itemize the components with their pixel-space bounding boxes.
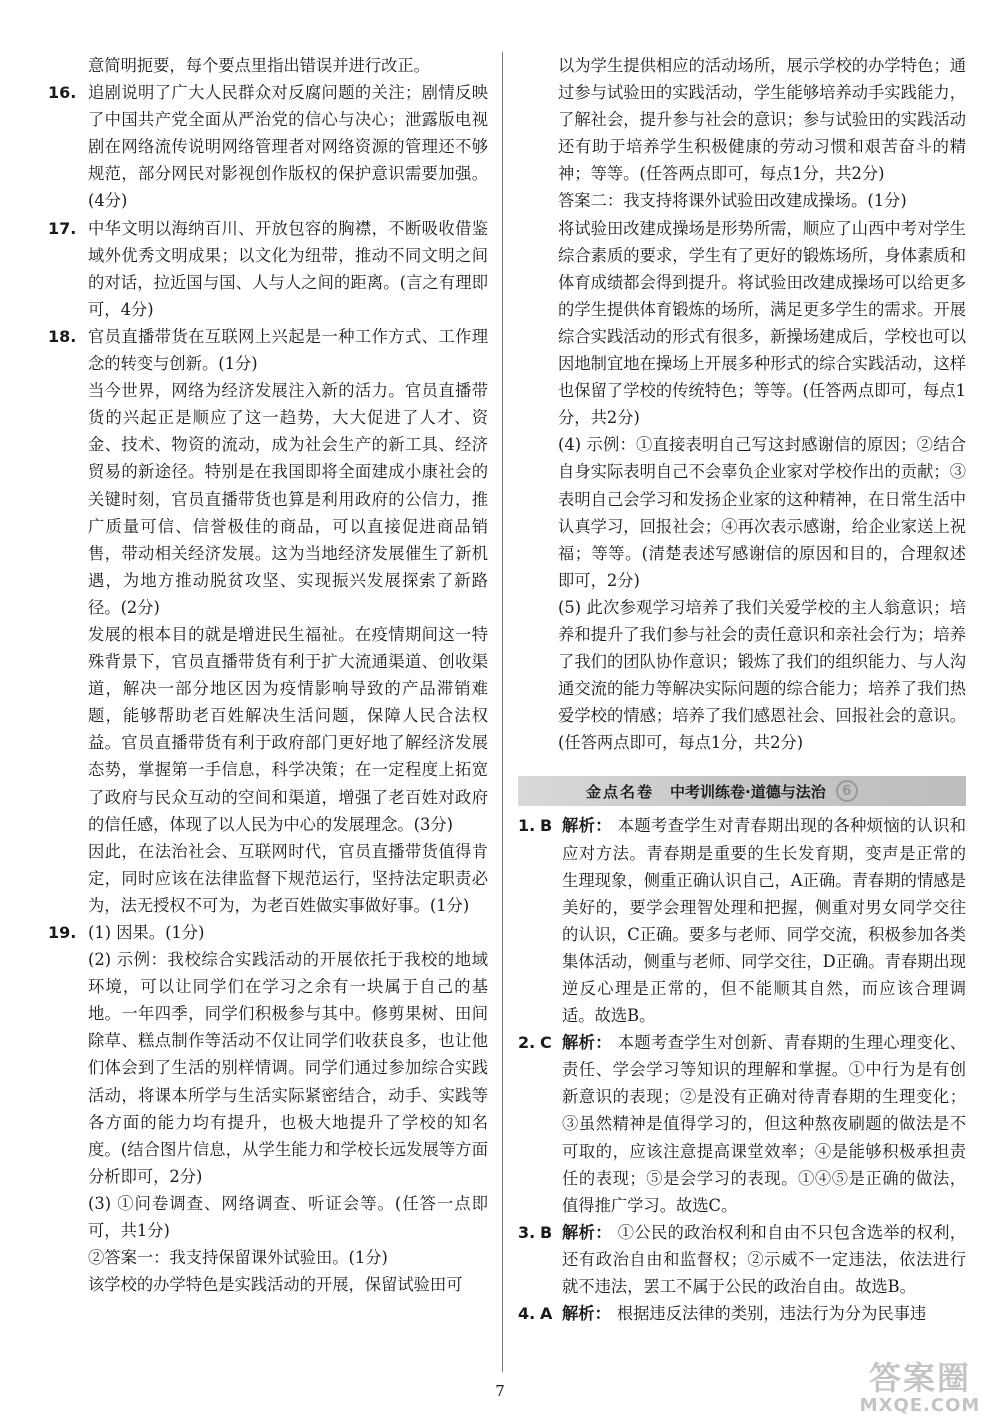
answer-letter: B bbox=[540, 1222, 553, 1242]
question-number: 18. bbox=[48, 326, 77, 346]
question-19-part-2: (2) 示例：我校综合实践活动的开展依托于我校的地域环境，可以让同学们在学习之余有一块属于自己的基地。一年四季，同学们积极参与其中。修剪果树、田间除草、糕点制作等活动不仅让同学们收获良多，也让他们体会到了生活的别样情调。同学们通过参加综合实践活动，将课本所学与生活实际紧密结合，动手、实践等各方面的能力均有提升，也极大地提升了学校的知名度。(结合图片信息，从学生能力和学校长远发展等方面分析即可，2分) bbox=[88, 950, 488, 1186]
answer-one-continued: 以为学生提供相应的活动场所，展示学校的办学特色；通过参与试验田的实践活动，学生能够培养动手实践能力，了解社会，提升参与社会的意识；参与试验田的实践活动还有助于培养学生积极健康的劳动习惯和艰苦奋斗的精神；等等。(任答两点即可，每点1分，共2分) bbox=[558, 56, 966, 184]
page-number: 7 bbox=[495, 1382, 505, 1400]
analysis-label: 解析： bbox=[562, 1222, 612, 1242]
question-number: 2. bbox=[518, 1033, 536, 1053]
analysis-text: 根据违反法律的类别，违法行为分为民事违 bbox=[616, 1304, 927, 1324]
question-number: 3. bbox=[518, 1222, 536, 1242]
mc-question-4 bbox=[518, 1300, 966, 1327]
mc-question-3 bbox=[518, 1219, 966, 1300]
analysis-label: 解析： bbox=[562, 1033, 612, 1053]
question-17-answer: 中华文明以海纳百川、开放包容的胸襟，不断吸收借鉴域外优秀文明成果；以文化为纽带，推动不同文明之间的对话，拉近国与国、人与人之间的距离。(言之有理即可，4分) bbox=[88, 218, 488, 319]
question-19-continued bbox=[518, 52, 966, 756]
analysis-text: 本题考查学生对青春期出现的各种烦恼的认识和应对方法。青春期是重要的生长发育期，变声是正常的生理现象，侧重正确认识自己，A正确。青春期的情感是美好的，要学会理智处理和把握，侧重对男女同学交往的认识，C正确。要多与老师、同学交流，积极参加各类集体活动，侧重与老师、同学交往，D正确。青春期出现逆反心理是正常的，但不能顺其自然，而应该合理调适。故选B。 bbox=[562, 816, 966, 1026]
watermark-url: MXQE.COM bbox=[859, 1395, 981, 1416]
analysis-text: ①公民的政治权利和自由不只包含选举的权利，还有政治自由和监督权；②示威不一定违法，依法进行就不违法，罢工不属于公民的政治自由。故选B。 bbox=[562, 1222, 966, 1297]
answer-letter: A bbox=[540, 1304, 553, 1324]
answer-letter: B bbox=[540, 816, 553, 836]
banner-title: 中考训练卷·道德与法治 bbox=[670, 782, 826, 801]
answer-two-heading: 答案二：我支持将课外试验田改建成操场。(1分) bbox=[558, 191, 907, 211]
question-number: 17. bbox=[48, 218, 77, 238]
question-19-part-4: ②答案一：我支持保留课外试验田。(1分) bbox=[88, 1248, 388, 1268]
column-divider bbox=[502, 52, 503, 1372]
question-19 bbox=[48, 919, 488, 1298]
section-banner bbox=[518, 776, 966, 806]
analysis-label: 解析： bbox=[562, 816, 612, 836]
mc-question-2 bbox=[518, 1029, 966, 1219]
analysis-label: 解析： bbox=[562, 1304, 611, 1324]
answer-two-body: 将试验田改建成操场是形势所需，顺应了山西中考对学生综合素质的要求，学生有了更好的锻炼场所，身体素质和体育成绩都会得到提升。将试验田改建成操场可以给更多的学生提供体育锻炼的场所，满足更多学生的需求。开展综合实践活动的形式有很多，新操场建成后，学校也可以因地制宜地在操场上开展多种形式的综合实践活动，这样也保留了学校的传统特色；等等。(任答两点即可，每点1分，共2分) bbox=[558, 218, 966, 428]
question-number: 1. bbox=[518, 816, 536, 836]
question-19-part-5: 该学校的办学特色是实践活动的开展，保留试验田可 bbox=[88, 1275, 463, 1295]
banner-number-badge: 6 bbox=[836, 780, 858, 802]
analysis-text: 本题考查学生对创新、青春期的生理心理变化、责任、学会学习等知识的理解和掌握。①中行为是有创新意识的表现；②是没有正确对待青春期的生理变化；③虽然精神是值得学习的，但这种熬夜刷题的做法是不可取的，应该注意提高课堂效率；④是能够积极承担责任的表现；⑤是会学习的表现。①④⑤是正确的做法，值得推广学习。故选C。 bbox=[562, 1033, 966, 1215]
question-18-part-3: 发展的根本目的就是增进民生福祉。在疫情期间这一特殊背景下，官员直播带货有利于扩大流通渠道、创收渠道，解决一部分地区因为疫情影响导致的产品滞销难题，能够帮助老百姓解决生活问题，保障人民合法权益。官员直播带货有利于政府部门更好地了解经济发展态势，掌握第一手信息，科学决策；在一定程度上拓宽了政府与民众互动的空间和渠道，增强了老百姓对政府的信任感，体现了以人民为中心的发展理念。(3分) bbox=[88, 624, 488, 834]
question-number: 19. bbox=[48, 923, 77, 942]
right-column bbox=[518, 52, 966, 1327]
banner-brand: 金点名卷 bbox=[586, 782, 655, 801]
intro-text: 意简明扼要，每个要点里指出错误并进行改正。 bbox=[88, 56, 430, 75]
question-18-part-1: 官员直播带货在互联网上兴起是一种工作方式、工作理念的转变与创新。(1分) bbox=[88, 326, 488, 374]
question-16-answer: 追剧说明了广大人民群众对反腐问题的关注；剧情反映了中国共产党全面从严治党的信心与决心；泄露版电视剧在网络流传说明网络管理者对网络资源的管理还不够规范，部分网民对影视创作版权的保护意识需要加强。(4分) bbox=[88, 83, 488, 211]
question-16 bbox=[48, 79, 488, 214]
watermark-logo bbox=[850, 1360, 990, 1420]
question-18 bbox=[48, 323, 488, 919]
question-18-part-4: 因此，在法治社会、互联网时代，官员直播带货值得肯定，同时应该在法律监督下规范运行，坚持法定职责必为，法无授权不可为，为老百姓做实事做好事。(1分) bbox=[88, 841, 488, 915]
watermark-text: 答案圈 bbox=[868, 1359, 971, 1397]
question-19-part-3: (3) ①问卷调查、网络调查、听证会等。(任答一点即可，共1分) bbox=[88, 1193, 488, 1241]
question-number: 4. bbox=[518, 1304, 536, 1324]
question-17 bbox=[48, 215, 488, 323]
question-18-part-2: 当今世界，网络为经济发展注入新的活力。官员直播带货的兴起正是顺应了这一趋势，大大促进了人才、资金、技术、物资的流动，成为社会生产的新工具、经济贸易的新途径。特别是在我国即将全面建成小康社会的关键时刻，官员直播带货也算是利用政府的公信力，推广质量可信、信誉极佳的商品，可以直接促进商品销售，带动相关经济发展。这为当地经济发展催生了新机遇，为地方推动脱贫攻坚、实现振兴发展探索了新路径。(2分) bbox=[88, 381, 488, 617]
question-number: 16. bbox=[48, 83, 77, 103]
question-19-part-1: (1) 因果。(1分) bbox=[88, 923, 205, 942]
left-column bbox=[48, 52, 488, 1298]
answer-letter: C bbox=[540, 1033, 552, 1053]
question-19-part-4-example: (4) 示例：①直接表明自己写这封感谢信的原因；②结合自身实际表明自己不会辜负企业家对学校作出的贡献；③表明自己会学习和发扬企业家的这种精神，在日常生活中认真学习，回报社会；④再次表示感谢，给企业家送上祝福；等等。(清楚表述写感谢信的原因和目的，合理叙述即可，2分) bbox=[558, 435, 966, 590]
question-19-part-5-answer: (5) 此次参观学习培养了我们关爱学校的主人翁意识；培养和提升了我们参与社会的责任意识和亲社会行为；培养了我们的团队协作意识；锻炼了我们的组织能力、与人沟通交流的能力等解决实际问题的综合能力；培养了我们热爱学校的情感；培养了我们感恩社会、回报社会的意识。(任答两点即可，每点1分，共2分) bbox=[558, 597, 966, 753]
mc-question-1 bbox=[518, 812, 966, 1029]
